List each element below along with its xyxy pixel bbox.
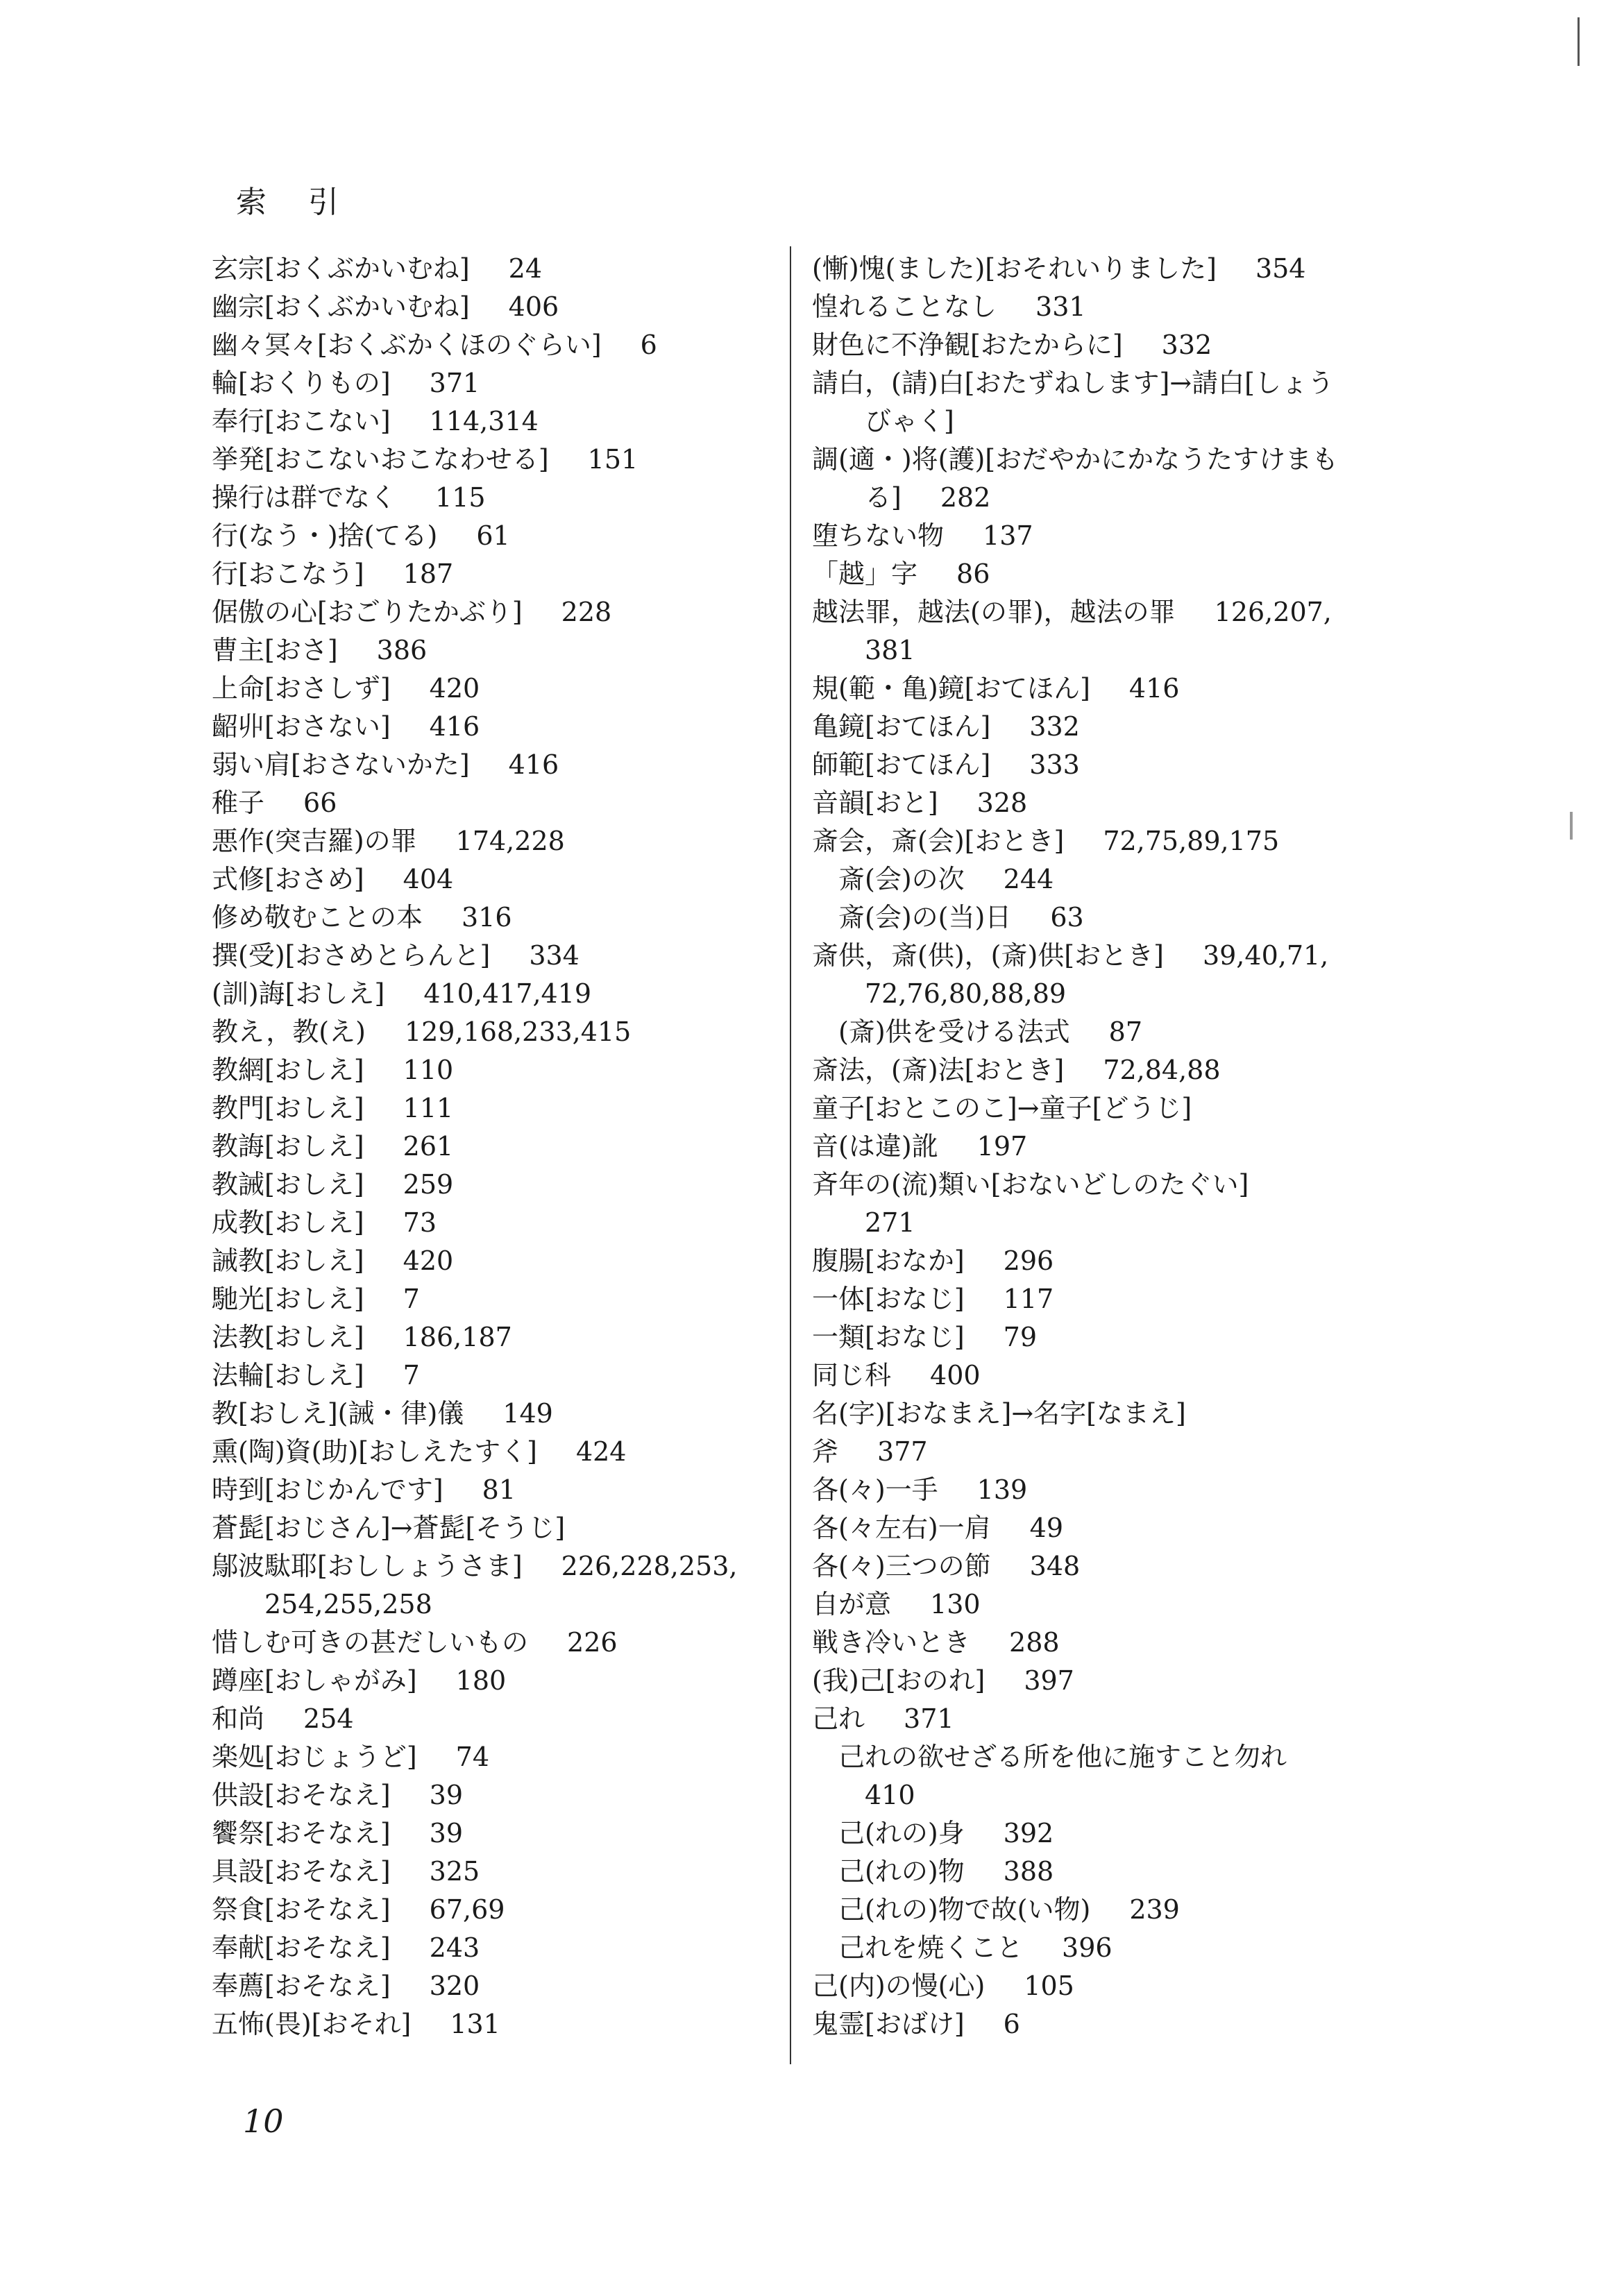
index-term: (我)己[おのれ] (812, 1665, 986, 1696)
page-reference: 79 (1003, 1322, 1038, 1352)
index-term: 蒼髭[おじさん]→蒼髭[そうじ] (212, 1513, 566, 1543)
index-entry (812, 1089, 1395, 1128)
index-entry (812, 822, 1395, 860)
index-term: 教え，教(え) (212, 1017, 366, 1047)
index-term: 各(々)一手 (812, 1474, 938, 1505)
index-entry (812, 1242, 1395, 1280)
page-reference: 404 (403, 864, 454, 894)
page-reference: 388 (1003, 1856, 1054, 1887)
page-reference: 24 (508, 253, 543, 284)
index-entry (212, 1471, 767, 1509)
index-entry (212, 1357, 767, 1395)
index-entry (212, 1891, 767, 1929)
index-entry (812, 1280, 1395, 1318)
index-term: 法輪[おしえ] (212, 1360, 364, 1391)
index-term: 童子[おとこのこ]→童子[どうじ] (812, 1093, 1192, 1123)
index-entry (212, 1242, 767, 1280)
index-entry (212, 1051, 767, 1089)
page-reference: 114,314 (429, 406, 539, 436)
index-entry (212, 746, 767, 784)
page-reference: 328 (976, 788, 1028, 818)
page-reference: 151 (587, 444, 638, 475)
index-term: 亀鏡[おてほん] (812, 711, 991, 742)
index-entry (212, 1280, 767, 1318)
index-term: 己れを焼くこと (838, 1932, 1024, 1963)
index-entry (212, 1433, 767, 1471)
page-reference: 6 (640, 330, 657, 360)
index-entry (212, 1013, 767, 1051)
page-number: 10 (243, 2102, 284, 2140)
index-term: 斎(会)の次 (838, 864, 965, 894)
page-header: 索引 (236, 185, 380, 220)
index-entry (212, 631, 767, 670)
page-reference: 228 (561, 597, 612, 627)
page-reference: 396 (1062, 1932, 1113, 1963)
index-entry (812, 593, 1395, 631)
index-entry (812, 555, 1395, 593)
index-entry (812, 1357, 1395, 1395)
page-reference: 416 (1128, 673, 1180, 704)
scan-mark (1578, 17, 1580, 66)
index-term: 饗祭[おそなえ] (212, 1818, 391, 1848)
page-reference: 49 (1029, 1513, 1064, 1543)
index-term: 規(範・亀)鏡[おてほん] (812, 673, 1090, 704)
index-entry (212, 250, 767, 288)
index-entry (812, 250, 1395, 288)
index-entry (812, 1547, 1395, 1585)
index-entry (212, 1547, 767, 1585)
index-entry (212, 1738, 767, 1776)
index-entry (212, 555, 767, 593)
index-term: 稚子 (212, 788, 265, 818)
index-term: 曹主[おさ] (212, 635, 338, 665)
index-entry (812, 784, 1395, 822)
column-divider (790, 246, 791, 2064)
index-entry (212, 326, 767, 364)
index-entry (212, 402, 767, 441)
page-reference: 117 (1003, 1284, 1054, 1314)
index-term: 弱い肩[おさないかた] (212, 749, 470, 780)
index-entry (812, 1013, 1395, 1051)
index-term: 操行は群でなく (212, 482, 397, 513)
page-reference: 325 (429, 1856, 480, 1887)
index-entry (212, 784, 767, 822)
index-entry (812, 1166, 1395, 1204)
index-entry (812, 517, 1395, 555)
index-term: 撰(受)[おさめとらんと] (212, 940, 491, 971)
index-term: 法教[おしえ] (212, 1322, 364, 1352)
index-term: 越法罪，越法(の罪)，越法の罪 (812, 597, 1176, 627)
index-entry (212, 1166, 767, 1204)
page-reference: 371 (904, 1703, 954, 1734)
page-reference: 7 (403, 1284, 420, 1314)
index-term: 教門[おしえ] (212, 1093, 364, 1123)
index-term: 己(れの)物 (838, 1856, 965, 1887)
page-reference: 316 (462, 902, 512, 933)
index-entry (812, 1471, 1395, 1509)
index-entry (212, 899, 767, 937)
index-term: 各(々左右)一肩 (812, 1513, 991, 1543)
index-term: 同じ科 (812, 1360, 892, 1391)
index-entry (212, 288, 767, 326)
page-reference: 381 (865, 635, 915, 665)
index-term: 悪作(突吉羅)の罪 (212, 826, 417, 856)
page-reference: 87 (1108, 1017, 1143, 1047)
index-entry (812, 670, 1395, 708)
index-term: 熏(陶)資(助)[おしえたすく] (212, 1436, 537, 1467)
page-reference: 416 (429, 711, 480, 742)
index-column-left (212, 250, 767, 2043)
index-term: 腹腸[おなか] (812, 1245, 965, 1276)
page-reference: 239 (1129, 1894, 1180, 1925)
index-entry (812, 326, 1395, 364)
index-entry (812, 1853, 1395, 1891)
page-reference: 354 (1255, 253, 1306, 284)
page-reference: 7 (403, 1360, 420, 1391)
index-term: 音韻[おと] (812, 788, 938, 818)
index-term: 挙発[おこないおこなわせる] (212, 444, 549, 475)
index-term: 一体[おなじ] (812, 1284, 965, 1314)
page-reference: 115 (435, 482, 486, 513)
index-term: 幽宗[おくぶかいむね] (212, 291, 470, 322)
page-reference: 110 (403, 1055, 454, 1085)
index-entry (212, 1853, 767, 1891)
page-reference: 371 (429, 368, 480, 398)
index-entry (812, 1433, 1395, 1471)
index-entry (812, 1128, 1395, 1166)
index-entry (212, 937, 767, 975)
index-entry (212, 1204, 767, 1242)
index-entry (812, 1814, 1395, 1853)
index-term: 倨傲の心[おごりたかぶり] (212, 597, 523, 627)
index-entry (212, 1967, 767, 2005)
index-term: 教誡[おしえ] (212, 1169, 364, 1200)
index-term: 己(内)の慢(心) (812, 1971, 986, 2001)
page-reference: 186,187 (403, 1322, 512, 1352)
page-reference: 416 (508, 749, 559, 780)
index-term: 誡教[おしえ] (212, 1245, 364, 1276)
index-term: (斎)供を受ける法式 (838, 1017, 1070, 1047)
index-term: 斎(会)の(当)日 (838, 902, 1012, 933)
index-term: 奉献[おそなえ] (212, 1932, 391, 1963)
index-column-right (812, 250, 1395, 2043)
page-reference: 86 (956, 559, 990, 589)
index-entry (812, 1967, 1395, 2005)
page-reference: 72,84,88 (1103, 1055, 1221, 1085)
index-entry (212, 479, 767, 517)
index-entry (212, 1624, 767, 1662)
index-entry (212, 517, 767, 555)
page-reference: 63 (1050, 902, 1084, 933)
index-entry (212, 1814, 767, 1853)
page-reference: 334 (529, 940, 580, 971)
page-reference: 296 (1003, 1245, 1054, 1276)
index-term: (慚)愧(ました)[おそれいりました] (812, 253, 1217, 284)
index-entry (812, 860, 1395, 899)
index-term: 玄宗[おくぶかいむね] (212, 253, 470, 284)
index-entry (212, 860, 767, 899)
index-entry (812, 899, 1395, 937)
scan-mark (1570, 812, 1573, 840)
index-term: 上命[おさしず] (212, 673, 391, 704)
index-term: 戦き冷いとき (812, 1627, 971, 1658)
index-term: 斎法，(斎)法[おとき] (812, 1055, 1065, 1085)
index-entry (212, 1509, 767, 1547)
index-term: (訓)誨[おしえ] (212, 978, 385, 1009)
page-reference: 271 (865, 1207, 915, 1238)
index-term: 音(は違)訛 (812, 1131, 938, 1162)
index-entry (212, 364, 767, 402)
page-reference: 243 (429, 1932, 480, 1963)
page-reference: 187 (403, 559, 454, 589)
page-reference: 137 (983, 520, 1033, 551)
page-reference: 6 (1003, 2009, 1020, 2039)
index-entry (812, 1509, 1395, 1547)
page-reference: 261 (403, 1131, 454, 1162)
index-entry (812, 288, 1395, 326)
index-entry (212, 708, 767, 746)
page-reference: 72,76,80,88,89 (865, 978, 1067, 1009)
index-term: 奉行[おこない] (212, 406, 391, 436)
index-term: 財色に不浄観[おたからに] (812, 330, 1123, 360)
index-term: 具設[おそなえ] (212, 1856, 391, 1887)
index-term: 請白，(請)白[おたずねします]→請白[しょう (812, 368, 1334, 398)
index-entry (812, 1204, 1395, 1242)
index-entry (812, 631, 1395, 670)
index-term: びゃく] (865, 406, 954, 436)
page-reference: 131 (450, 2009, 500, 2039)
index-entry (812, 402, 1395, 441)
page-reference: 254 (303, 1703, 354, 1734)
index-term: 五怖(畏)[おそれ] (212, 2009, 412, 2039)
index-term: 行[おこなう] (212, 559, 364, 589)
page-reference: 410,417,419 (423, 978, 592, 1009)
index-entry (212, 822, 767, 860)
page-reference: 397 (1024, 1665, 1074, 1696)
index-term: 斧 (812, 1436, 839, 1467)
index-entry (812, 1776, 1395, 1814)
index-entry (812, 1891, 1395, 1929)
index-entry (212, 1395, 767, 1433)
page-reference: 129,168,233,415 (404, 1017, 632, 1047)
index-term: 輪[おくりもの] (212, 368, 391, 398)
page-reference: 130 (930, 1589, 981, 1619)
index-term: 教[おしえ](誡・律)儀 (212, 1398, 464, 1429)
index-term: 己れの欲せざる所を他に施すこと勿れ (838, 1742, 1287, 1772)
page-reference: 377 (877, 1436, 928, 1467)
index-entry (212, 1128, 767, 1166)
page-reference: 111 (403, 1093, 454, 1123)
index-entry (212, 593, 767, 631)
index-term: 斉年の(流)類い[おないどしのたぐい] (812, 1169, 1249, 1200)
index-term: 教誨[おしえ] (212, 1131, 364, 1162)
index-entry (212, 441, 767, 479)
page-reference: 72,75,89,175 (1103, 826, 1280, 856)
index-term: 名(字)[おなまえ]→名字[なまえ] (812, 1398, 1186, 1429)
index-term: 師範[おてほん] (812, 749, 991, 780)
page-reference: 226 (567, 1627, 618, 1658)
index-term: 鬼霊[おばけ] (812, 2009, 965, 2039)
index-entry (812, 1700, 1395, 1738)
index-term: 成教[おしえ] (212, 1207, 364, 1238)
page-reference: 149 (502, 1398, 553, 1429)
index-entry (812, 1051, 1395, 1089)
index-term: 己(れの)身 (838, 1818, 965, 1848)
index-term: 馳光[おしえ] (212, 1284, 364, 1314)
index-entry (812, 1624, 1395, 1662)
page-reference: 61 (476, 520, 510, 551)
index-entry (812, 364, 1395, 402)
index-entry (812, 1738, 1395, 1776)
index-entry (212, 1929, 767, 1967)
index-term: 奉薦[おそなえ] (212, 1971, 391, 2001)
page-reference: 174,228 (455, 826, 565, 856)
page-reference: 420 (403, 1245, 454, 1276)
index-term: 修め敬むことの本 (212, 902, 423, 933)
index-term: 惶れることなし (812, 291, 997, 322)
index-term: 祭食[おそなえ] (212, 1894, 391, 1925)
page-reference: 39,40,71, (1202, 940, 1329, 971)
index-term: る] (865, 482, 902, 513)
index-entry (212, 1662, 767, 1700)
index-entry (212, 1700, 767, 1738)
index-entry (212, 1776, 767, 1814)
page-reference: 424 (575, 1436, 627, 1467)
index-term: 幽々冥々[おくぶかくほのぐらい] (212, 330, 602, 360)
index-term: 教網[おしえ] (212, 1055, 364, 1085)
index-entry (812, 746, 1395, 784)
page-reference: 81 (482, 1474, 516, 1505)
page-reference: 410 (865, 1780, 915, 1810)
index-term: 時到[おじかんです] (212, 1474, 443, 1505)
page-reference: 244 (1003, 864, 1054, 894)
index-entry (212, 1585, 767, 1624)
index-term: 「越」字 (812, 559, 918, 589)
page-reference: 39 (429, 1818, 464, 1848)
page-reference: 400 (930, 1360, 981, 1391)
page-reference: 226,228,253, (561, 1551, 738, 1581)
index-entry (812, 441, 1395, 479)
page-reference: 126,207, (1214, 597, 1332, 627)
page-reference: 282 (940, 482, 991, 513)
index-term: 自が意 (812, 1589, 892, 1619)
page-reference: 420 (429, 673, 480, 704)
index-term: 惜しむ可きの甚だしいもの (212, 1627, 529, 1658)
page-reference: 386 (376, 635, 428, 665)
page-reference: 66 (303, 788, 337, 818)
index-entry (212, 975, 767, 1013)
page-reference: 392 (1003, 1818, 1054, 1848)
index-term: 式修[おさめ] (212, 864, 364, 894)
page-reference: 348 (1029, 1551, 1081, 1581)
index-term: 斎会，斎(会)[おとき] (812, 826, 1065, 856)
page-reference: 406 (508, 291, 559, 322)
index-term: 楽処[おじょうど] (212, 1742, 417, 1772)
index-term: 蹲座[おしゃがみ] (212, 1665, 417, 1696)
index-term: 斎供，斎(供)，(斎)供[おとき] (812, 940, 1164, 971)
page-reference: 332 (1029, 711, 1080, 742)
index-entry (812, 708, 1395, 746)
index-term: 堕ちない物 (812, 520, 945, 551)
index-entry (812, 1929, 1395, 1967)
index-term: 和尚 (212, 1703, 265, 1734)
page-reference: 139 (976, 1474, 1028, 1505)
page-reference: 331 (1035, 291, 1086, 322)
page-reference: 105 (1024, 1971, 1074, 2001)
index-entry (812, 1318, 1395, 1357)
index-entry (812, 1585, 1395, 1624)
page-reference: 180 (455, 1665, 507, 1696)
page-reference: 320 (429, 1971, 480, 2001)
index-term: 鄔波駄耶[おししょうさま] (212, 1551, 523, 1581)
page-reference: 288 (1009, 1627, 1060, 1658)
index-term: 行(なう・)捨(てる) (212, 520, 438, 551)
index-term: 己(れの)物で故(い物) (838, 1894, 1091, 1925)
index-term: 各(々)三つの節 (812, 1551, 991, 1581)
index-entry (812, 937, 1395, 975)
index-entry (812, 1662, 1395, 1700)
page-reference: 254,255,258 (264, 1589, 432, 1619)
page-reference: 332 (1161, 330, 1212, 360)
index-entry (212, 670, 767, 708)
index-entry (812, 2005, 1395, 2043)
index-term: 己れ (812, 1703, 865, 1734)
index-entry (812, 1395, 1395, 1433)
index-entry (212, 2005, 767, 2043)
index-entry (812, 479, 1395, 517)
page-reference: 73 (403, 1207, 437, 1238)
page-reference: 67,69 (429, 1894, 505, 1925)
index-term: 一類[おなじ] (812, 1322, 965, 1352)
index-entry (812, 975, 1395, 1013)
index-term: 供設[おそなえ] (212, 1780, 391, 1810)
index-entry (212, 1318, 767, 1357)
page-reference: 39 (429, 1780, 464, 1810)
page-reference: 333 (1029, 749, 1080, 780)
index-entry (212, 1089, 767, 1128)
page-reference: 74 (455, 1742, 490, 1772)
page-reference: 197 (976, 1131, 1028, 1162)
index-term: 齠丱[おさない] (212, 711, 391, 742)
page-reference: 259 (403, 1169, 454, 1200)
index-term: 調(適・)将(護)[おだやかにかなうたすけまも (812, 444, 1339, 475)
